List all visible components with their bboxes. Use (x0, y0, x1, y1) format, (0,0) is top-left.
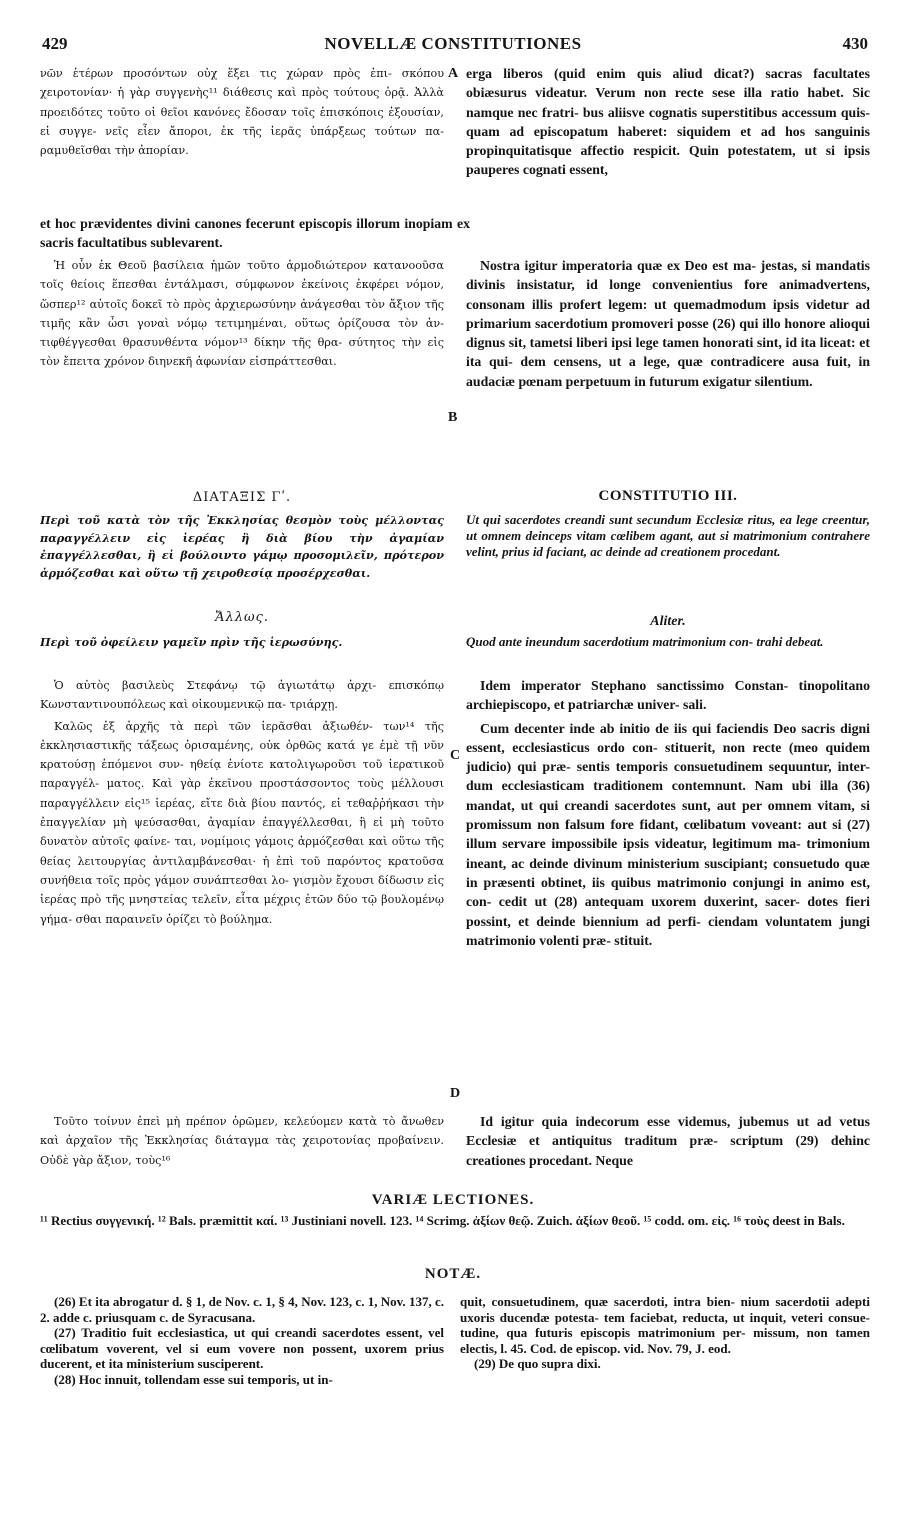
greek-rubric-1: Περὶ τοῦ κατὰ τὸν τῆς Ἐκκλησίας θεσμὸν τοὺς μέλλοντας παραγγέλλειν εἰς ἱερέας ἢ διὰ βίου τὴν ἀγαμίαν ἐπαγγέλλεσθαι, ἢ εἰ βούλοιντο γάμῳ προσομιλεῖν, πρότερον ἁρμόζεσθαι καὶ οὕτω τῇ χειροθεσίᾳ προσέρχεσθαι. (40, 513, 444, 580)
variae-lectiones-text: ¹¹ Rectius συγγενική. ¹² Bals. præmittit καί. ¹³ Justiniani novell. 123. ¹⁴ Scrimg. ἀξίων θεῷ. Zuich. ἀξίων θεοῦ. ¹⁵ codd. om. εἰς. ¹⁶ τοὺς deest in Bals. (40, 1213, 845, 1228)
latin-paragraph-3: Idem imperator Stephano sanctissimo Constan- tinopolitano archiepiscopo, et patriarchæ univer- sali. (466, 678, 870, 713)
latin-column-block-3 (466, 676, 870, 1106)
page-header (36, 34, 870, 58)
greek-constitution-title: ΔΙΑΤΑΞΙΣ Γʹ. (192, 490, 292, 505)
margin-marker-a: A (448, 66, 459, 81)
notae-left-column (40, 1294, 444, 1504)
margin-marker-d: D (450, 1086, 461, 1101)
latin-paragraph-4: Cum decenter inde ab initio de iis qui faciendis Deo sacris digni essent, ecclesiasticus ordo con- stituerit, non recte (meo quidem judicio) qui præ- sentis temporis consuetudinem sequuntur, inter- dum ecclesiasticam traditionem contemnunt. Nam ubi illa (36) mandat, ut qui creandi sacerdotes sunt, aut per omnem vitam, si promissum non falsum fore fidant, cœlibatum voveant: aut si (27) illum servare impossibile ipsis videatur, legitimum ma- trimonium ineant, ac deinde divinum ministerium suscipiant; consuetudo quæ in præsenti obtinet, iis quibus matrimonio conjungi in animo est, con- cedit ut (28) antequam uxorem duxerint, sacer- dotes fieri possint, et deinde biennium ad perfi- ciendam voluntatem jungi matrimonio volenti præ- stituit. (466, 720, 870, 948)
latin-rubric-2: Quod ante ineundum sacerdotium matrimonium con- trahi debeat. (466, 634, 824, 649)
greek-paragraph-4: Καλῶς ἐξ ἀρχῆς τὰ περὶ τῶν ἱερᾶσθαι ἀξιωθέν- των¹⁴ τῆς ἐκκλησιαστικῆς τάξεως ὁρισαμένης, οὐκ ὀρθῶς κατά γε ἐμὲ τῇ νῦν κρατούσῃ ἑπόμενοι συν- ηθείᾳ ἐνίοτε κατολιγωροῦσι τοῦ ἱερατικοῦ παραγγέλ- ματος. Καὶ γὰρ ἐκεῖνου προστάσσοντος τοὺς μέλλουσι παραγγέλλειν εἰς¹⁵ ἱερέας, εἴτε διὰ βίου παντός, εἰ τεθαῤῥήκασι τὴν ἐπαγγελίαν μὴ ψεύσασθαι, ἀγαμίαν ἐπαγγέλλεσθαι, ἢ εἰ μὴ τοῦτο δυνατὸν αὐτοῖς φαίνε- ται, νομίμοις γάμοις ἁρμόζεσθαι καὶ οὕτω τῆς θείας λειτουργίας ἀντιλαμβάνεσθαι· ἡ ἐπὶ τοῦ παρόντος κρατοῦσα συνήθεια τοῖς πρὸς γάμον συνάπτεσθαι λο- γισμὸν ἔχουσι δίδωσιν εἰς ἱερέας πρὸ τῆς μνηστείας τελεῖν, εἶτα μέχρις ἐτῶν δύο τῷ βουλομένῳ γήμα- σθαι παραινεῖν ὁρίζει τὸ βούλημα. (40, 719, 444, 926)
running-title: NOVELLÆ CONSTITUTIONES (324, 34, 582, 53)
notae-right-column (460, 1294, 870, 1504)
latin-paragraph-2: Nostra igitur imperatoria quæ ex Deo est ma- jestas, si mandatis divinis insistatur, id longe convenientius fore animadvertens, consonam illis profert legem: ut quemadmodum ipsis videtur ad primarium sacerdotium promoveri posse (26) qui illo honore alioqui dignus sit, tametsi liberi ipsi lege tamen honorati sint, id ita liceat: et ita qui- dem censens, ut a lege, quæ contradicere ausa fuit, in audaciæ pœnam perpetuum in futurum exigatur silentium. (466, 258, 870, 389)
notae-heading: NOTÆ. (424, 1266, 482, 1282)
note-26: (26) Et ita abrogatur d. § 1, de Nov. c. 1, § 4, Nov. 123, c. 1, Nov. 137, c. 2. adde c. priusquam c. de Syracusana. (40, 1294, 444, 1325)
greek-rubric-2: Περὶ τοῦ ὀφείλειν γαμεῖν πρὶν τῆς ἱερωσύνης. (40, 635, 343, 649)
page-number-right: 430 (842, 34, 868, 53)
latin-column-block-2 (466, 256, 870, 456)
greek-column-block-3 (40, 676, 444, 1072)
latin-column-block-4 (466, 1112, 870, 1174)
variae-lectiones-heading: VARIÆ LECTIONES. (371, 1192, 535, 1208)
latin-column-block-1 (466, 64, 870, 220)
note-29: (29) De quo supra dixi. (474, 1356, 601, 1372)
greek-paragraph-2: Ἡ οὖν ἐκ Θεοῦ βασίλεια ἡμῶν τοῦτο ἁρμοδιώτερον κατανοοῦσα τοῖς θείοις ἕπεσθαι ἐντάλμασι, σύμφωνον ἐκείνοις ἐκφέρει νόμον, ὥσπερ¹² αὐτοῖς δοκεῖ τὸ πρὸς ἀρχιερωσύνην ἀνάγεσθαι τὸν ἄξιον τῆς τιμῆς κἂν ὦσι γοναὶ νόμῳ τετιμημέναι, οὕτως ὁρίζουσα τὸν ἀν- τιφθέγγεσθαι θρασυνθέντα νόμον¹³ δίκην τῆς θρα- σύτητος τὴν εἰς τὸν ἔπειτα χρόνον διηνεκῆ ἀφωνίαν εἰσπράττεσθαι. (40, 259, 444, 369)
note-28: (28) Hoc innuit, tollendam esse sui temporis, ut in- (54, 1371, 333, 1387)
latin-aliter: Aliter. (650, 614, 686, 629)
greek-aliter: Ἄλλως. (214, 610, 270, 625)
latin-paragraph-5: Id igitur quia indecorum esse videmus, jubemus ut ad vetus Ecclesiæ et antiquitus traditum præ- scriptum (29) dehinc creationes procedant. Neque (466, 1114, 870, 1168)
greek-column-block-1 (40, 64, 444, 194)
latin-paragraph-1: erga liberos (quid enim quis aliud dicat?) sacras facultates obiæsurus videatur. Verum non recte sese illa ratio habet. Sic namque nec fratri- bus aliisve cognatis superstitibus accessum quis- quam ad episcopatum haberet: siquidem et ad hos sanguinis propinquitatisque affectio respicit. Quin potestatem, ut si ipsis pauperes cognati essent, (466, 66, 870, 178)
latin-full-line (40, 214, 470, 258)
greek-paragraph-1: νῶν ἑτέρων προσόντων οὐχ ἕξει τις χώραν πρὸς ἐπι- σκόπου χειροτονίαν· ἡ γὰρ συγγενὴς¹¹ διάθεσις καὶ πρὸς τούτους ὁρᾷ. Ἀλλὰ προειδότες τοῦτο οἱ θεῖοι κανόνες ἔδοσαν τοῖς ἐπισκόποις ἐξουσίαν, εἰ συγγε- νεῖς εἶεν ἄποροι, ἐκ τῆς ἱερᾶς ὑπάρξεως τούτων πα- ραμυθεῖσθαι τὴν ἀπορίαν. (40, 67, 444, 158)
page-number-left: 429 (42, 34, 68, 53)
latin-full-line-text: et hoc prævidentes divini canones fecerunt episcopis illorum inopiam ex sacris facultatibus sublevarent. (40, 216, 470, 251)
greek-column-block-2 (40, 256, 444, 436)
note-28-continued: quit, consuetudinem, quæ sacerdoti, intra bien- nium sacerdotii adepti uxoris ducendæ potesta- tem faciebat, reducta, ut inquit, veteri consue- tudine, qua futuris episcopis matrimonium per- missum, non tamen electis, l. 45. Cod. de episcop. vid. Nov. 79, J. eod. (460, 1294, 870, 1356)
greek-column-block-4 (40, 1112, 444, 1174)
margin-marker-b: B (448, 410, 458, 425)
greek-paragraph-3: Ὁ αὐτὸς βασιλεὺς Στεφάνῳ τῷ ἁγιωτάτῳ ἀρχι- επισκόπῳ Κωνσταντινουπόλεως καὶ οἰκουμενικῷ πα- τριάρχῃ. (40, 679, 444, 712)
margin-marker-c: C (450, 748, 461, 763)
latin-rubric-1: Ut qui sacerdotes creandi sunt secundum Ecclesiæ ritus, ea lege creentur, ut omnem deinceps vitam cœlibem agant, aut si matrimonium contrahere velint, prius id faciant, ac deinde ad creationem procedant. (466, 512, 870, 559)
greek-paragraph-5: Τοῦτο τοίνυν ἐπεὶ μὴ πρέπον ὁρῶμεν, κελεύομεν κατὰ τὸ ἄνωθεν καὶ ἀρχαῖον τῆς Ἐκκλησίας διάταγμα τὰς χειροτονίας προβαίνειν. Οὐδὲ γὰρ ἄξιον, τοὺς¹⁶ (40, 1115, 444, 1167)
note-27: (27) Traditio fuit ecclesiastica, ut qui creandi sacerdotes essent, vel cœlibatum voverent, vel si eum vovere non possent, uxorem prius ducerent, et ita ministerium susciperent. (40, 1325, 444, 1372)
latin-constitution-title: CONSTITUTIO III. (598, 488, 738, 504)
